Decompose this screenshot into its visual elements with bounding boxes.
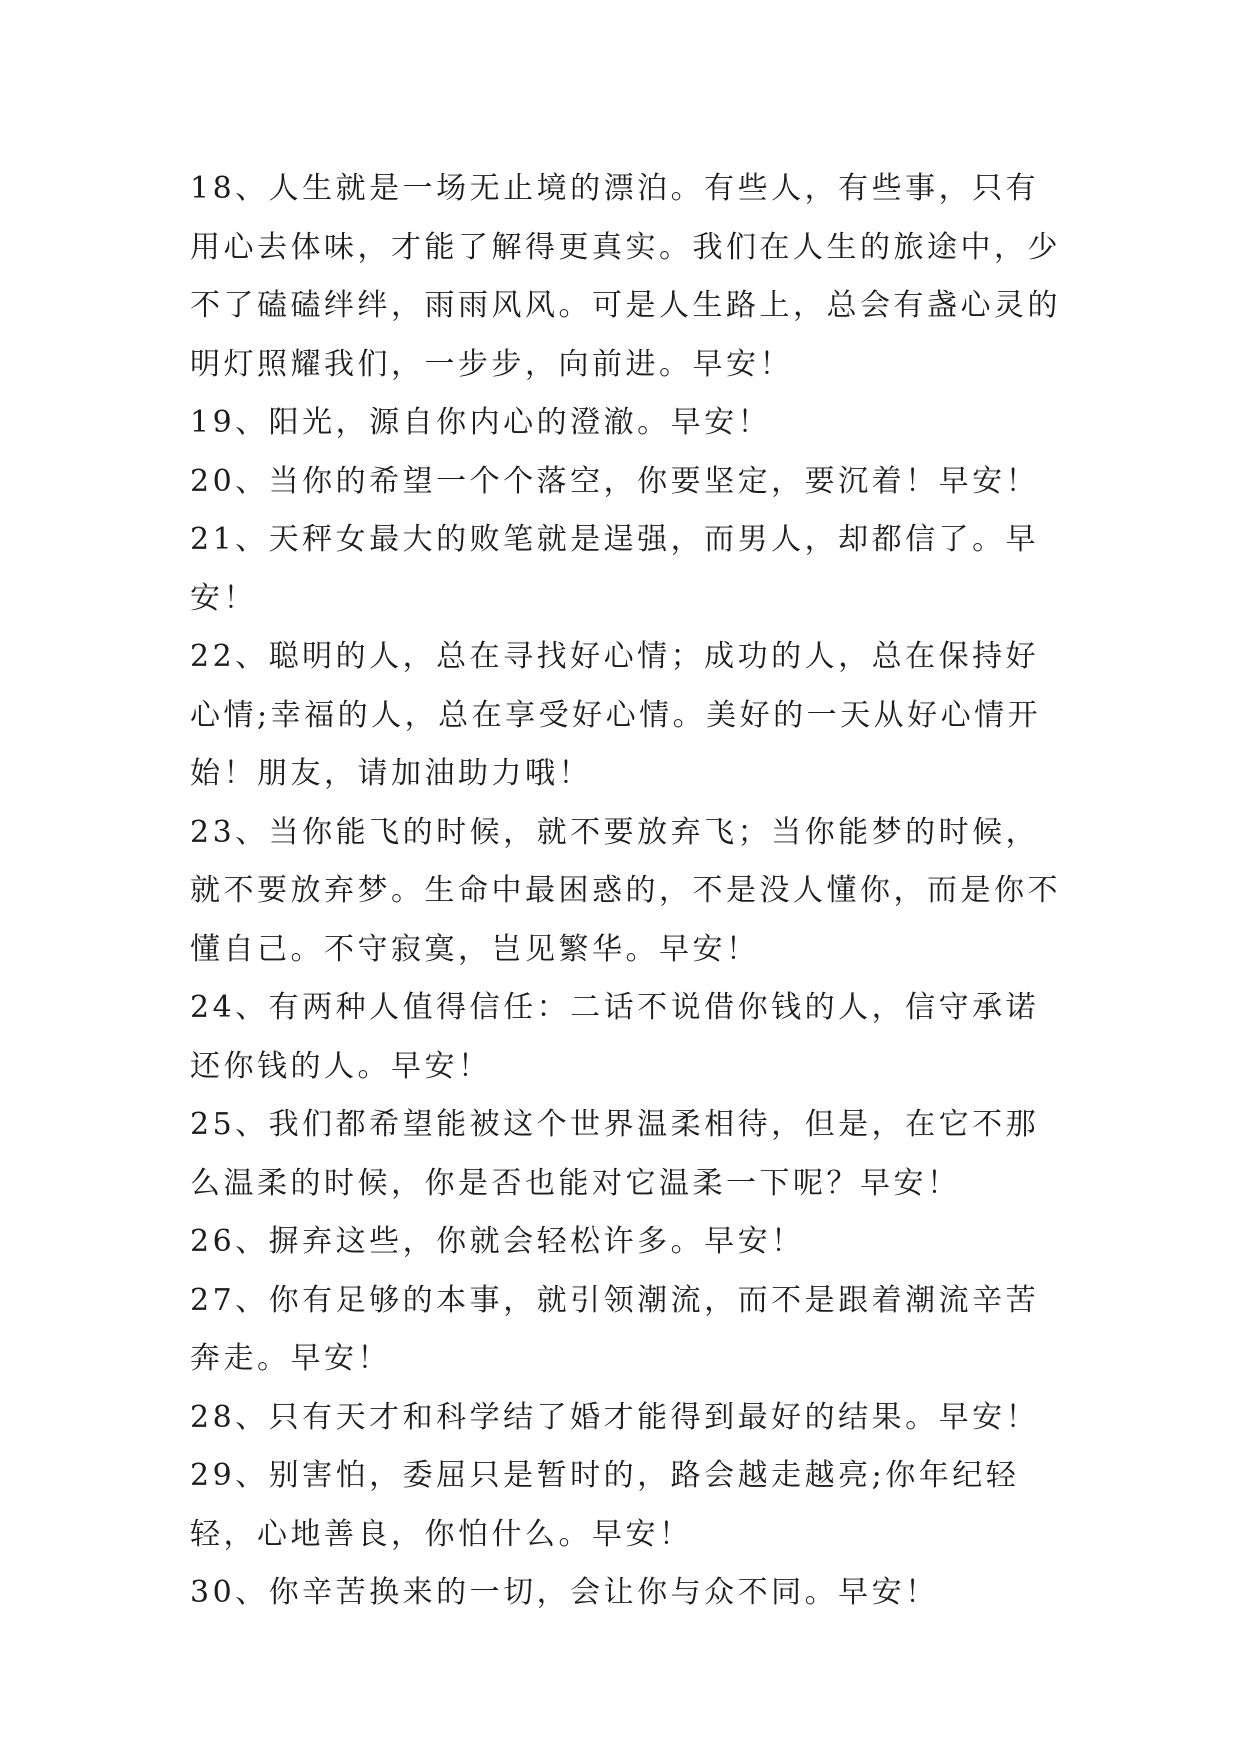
quote-20: 20、当你的希望一个个落空，你要坚定，要沉着！早安！ xyxy=(190,463,1040,499)
quote-25: 25、我们都希望能被这个世界温柔相待，但是，在它不那么温柔的时候，你是否也能对它温柔一下呢？早安！ xyxy=(190,1107,1040,1201)
quote-29: 29、别害怕，委屈只是暂时的，路会越走越亮;你年纪轻轻，心地善良，你怕什么。早安！ xyxy=(190,1458,1020,1552)
quote-26: 26、摒弃这些，你就会轻松许多。早安！ xyxy=(190,1224,805,1259)
quote-18: 18、人生就是一场无止境的漂泊。有些人，有些事，只有用心去体味，才能了解得更真实。我们在人生的旅途中，少不了磕磕绊绊，雨雨风风。可是人生路上，总会有盏心灵的明灯照耀我们，一步步，向前进。早安！ xyxy=(190,171,1061,382)
quote-22: 22、聪明的人，总在寻找好心情；成功的人，总在保持好心情;幸福的人，总在享受好心情。美好的一天从好心情开始！朋友，请加油助力哦！ xyxy=(190,639,1042,791)
quote-28: 28、只有天才和科学结了婚才能得到最好的结果。早安！ xyxy=(190,1399,1040,1435)
quote-19: 19、阳光，源自你内心的澄澈。早安！ xyxy=(190,405,772,440)
document-body xyxy=(190,160,1065,1623)
quote-23: 23、当你能飞的时候，就不要放弃飞；当你能梦的时候，就不要放弃梦。生命中最困惑的，不是没人懂你，而是你不懂自己。不守寂寞，岂见繁华。早安！ xyxy=(190,814,1061,967)
quote-27: 27、你有足够的本事，就引领潮流，而不是跟着潮流辛苦奔走。早安！ xyxy=(190,1282,1040,1376)
quote-30: 30、你辛苦换来的一切，会让你与众不同。早安！ xyxy=(190,1575,939,1610)
quote-21: 21、天秤女最大的败笔就是逞强，而男人，却都信了。早安！ xyxy=(190,522,1040,616)
quote-24: 24、有两种人值得信任：二话不说借你钱的人，信守承诺还你钱的人。早安！ xyxy=(190,990,1040,1084)
